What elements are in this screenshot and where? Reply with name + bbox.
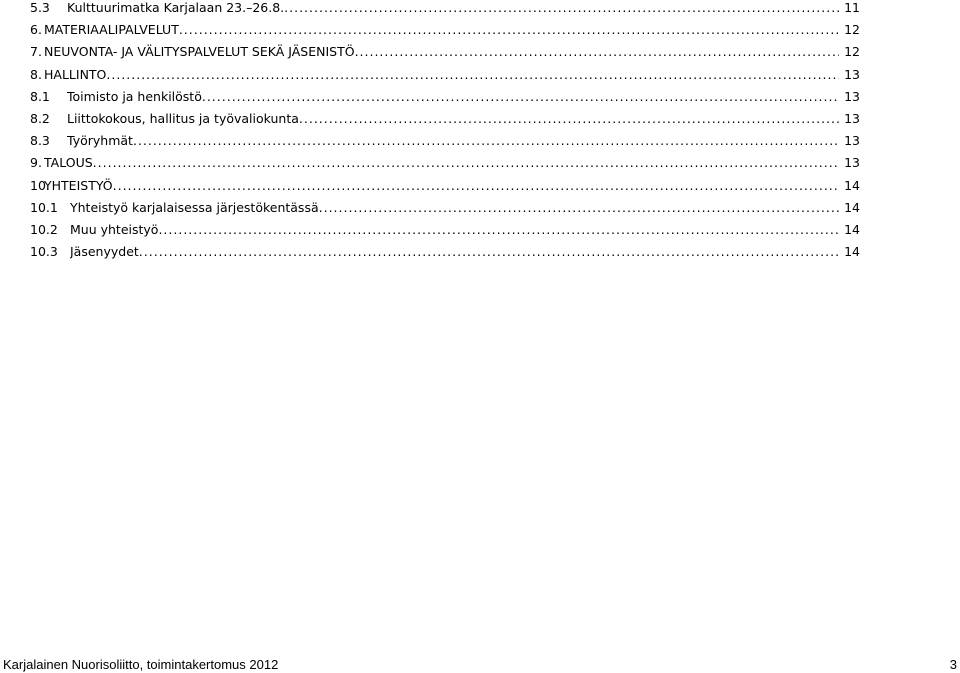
toc-entry-title: Toimisto ja henkilöstö: [67, 88, 202, 104]
toc-dot-leader: [202, 86, 839, 108]
toc-entry[interactable]: [30, 41, 860, 63]
toc-entry-page: 13: [840, 152, 860, 174]
toc-dot-leader: [355, 41, 839, 63]
toc-entry-number: 8.1: [30, 88, 50, 104]
toc-dot-leader: [284, 0, 839, 19]
toc-entry-page: 13: [840, 64, 860, 86]
toc-entry-page: 13: [840, 86, 860, 108]
toc-entry[interactable]: [30, 241, 860, 263]
toc-dot-leader: [319, 197, 839, 219]
toc-entry-page: 11: [840, 0, 860, 19]
toc-entry[interactable]: [30, 175, 860, 197]
toc-entry[interactable]: [30, 19, 860, 41]
toc-entry-number: 9.: [30, 155, 42, 171]
toc-entry-title: Muu yhteistyö: [70, 221, 159, 237]
toc-entry-number: 6.: [30, 22, 42, 38]
toc-entry-number: 8.2: [30, 110, 50, 126]
toc-dot-leader: [139, 241, 839, 263]
toc-dot-leader: [158, 219, 839, 241]
toc-dot-leader: [106, 64, 839, 86]
toc-entry-number: 10.: [30, 177, 50, 193]
toc-entry-page: 12: [840, 19, 860, 41]
toc-entry-page: 13: [840, 108, 860, 130]
toc-entry-page: 14: [840, 175, 860, 197]
toc-dot-leader: [93, 152, 839, 174]
toc-entry-title: Liittokokous, hallitus ja työvaliokunta: [67, 110, 299, 126]
toc-entry-page: 12: [840, 41, 860, 63]
toc-dot-leader: [299, 108, 839, 130]
toc-entry-number: 8.3: [30, 133, 50, 149]
toc-entry-title: MATERIAALIPALVELUT: [44, 22, 179, 38]
toc-dot-leader: [113, 175, 839, 197]
toc-entry-number: 10.1: [30, 199, 58, 215]
toc-entry-title: HALLINTO: [44, 66, 107, 82]
toc-dot-leader: [133, 130, 839, 152]
toc-entry[interactable]: [30, 219, 860, 241]
toc-entry[interactable]: [30, 64, 860, 86]
toc-entry[interactable]: [30, 108, 860, 130]
toc-entry-title: Kulttuurimatka Karjalaan 23.–26.8.: [67, 0, 285, 15]
toc-entry-page: 13: [840, 130, 860, 152]
toc-entry[interactable]: [30, 130, 860, 152]
toc-entry-title: YHTEISTYÖ: [44, 177, 113, 193]
toc-entry-page: 14: [840, 197, 860, 219]
toc-entry-title: Yhteistyö karjalaisessa järjestökentässä: [70, 199, 319, 215]
toc-entry-page: 14: [840, 219, 860, 241]
toc-entry[interactable]: [30, 86, 860, 108]
toc-entry-number: 7.: [30, 44, 42, 60]
toc-entry[interactable]: [30, 0, 860, 19]
toc-entry[interactable]: [30, 152, 860, 174]
page-footer: [3, 657, 957, 673]
toc-dot-leader: [179, 19, 839, 41]
table-of-contents: [30, 0, 860, 263]
toc-entry-page: 14: [840, 241, 860, 263]
toc-entry-number: 10.3: [30, 244, 58, 260]
toc-entry-title: Jäsenyydet: [70, 244, 139, 260]
toc-entry-number: 5.3: [30, 0, 50, 15]
footer-page-number: 3: [949, 657, 957, 672]
toc-entry-number: 10.2: [30, 221, 58, 237]
toc-entry-title: Työryhmät: [67, 133, 133, 149]
footer-document-title: Karjalainen Nuorisoliitto, toimintakertomus 2012: [3, 657, 279, 672]
toc-entry-title: TALOUS: [44, 155, 93, 171]
toc-entry-number: 8.: [30, 66, 42, 82]
toc-entry-title: NEUVONTA- JA VÄLITYSPALVELUT SEKÄ JÄSENISTÖ: [44, 44, 355, 60]
toc-entry[interactable]: [30, 197, 860, 219]
